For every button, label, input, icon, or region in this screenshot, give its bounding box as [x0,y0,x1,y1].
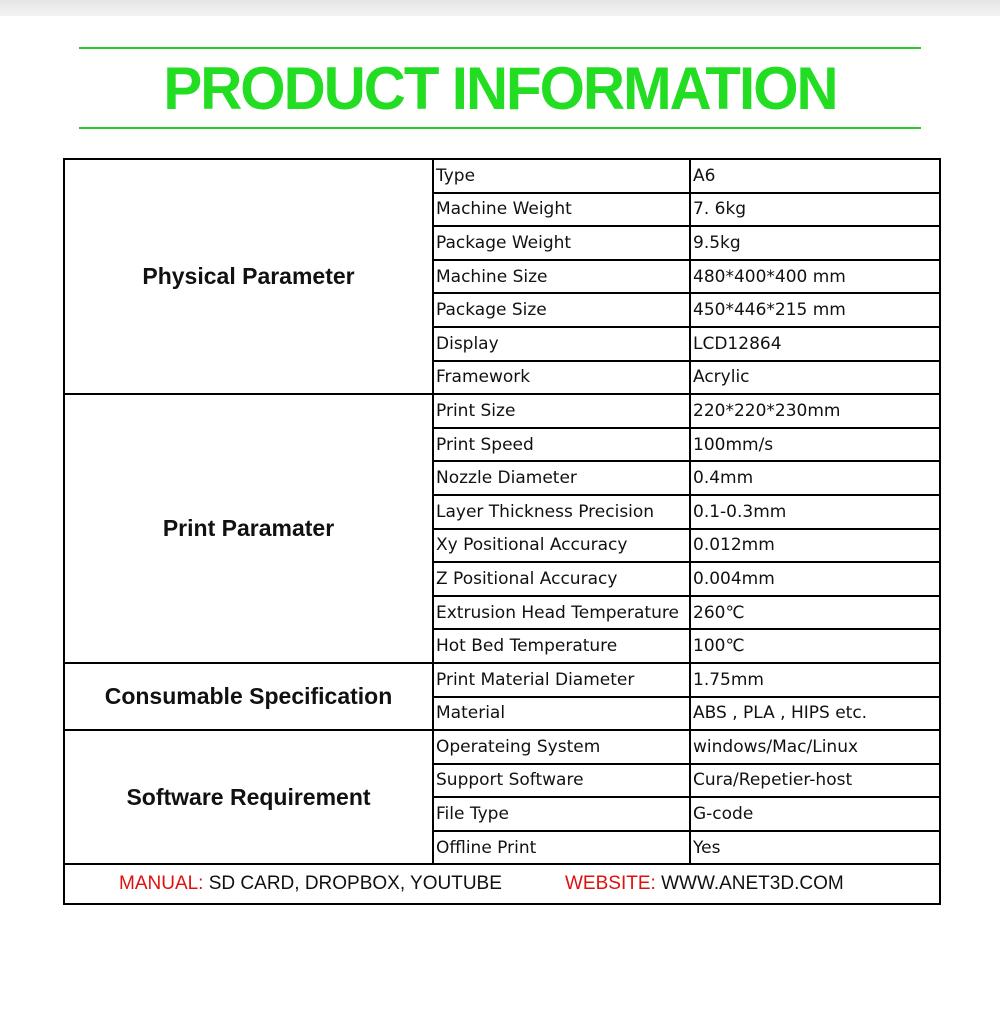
param-value: Yes [690,831,940,865]
param-name: Framework [433,361,690,395]
param-name: Xy Positional Accuracy [433,529,690,563]
param-value: LCD12864 [690,327,940,361]
param-name: Print Material Diameter [433,663,690,697]
website-label: WEBSITE: [565,873,656,895]
param-value: 9.5kg [690,226,940,260]
param-value: Acrylic [690,361,940,395]
footer-row [64,864,940,904]
group-label: Print Paramater [64,394,433,663]
param-name: Hot Bed Temperature [433,629,690,663]
param-value: 0.004mm [690,562,940,596]
footer-manual [119,873,502,895]
title-top-rule [79,47,921,49]
param-name: Print Size [433,394,690,428]
page-title: PRODUCT INFORMATION [163,55,837,122]
website-value: WWW.ANET3D.COM [655,873,844,895]
param-value: 100℃ [690,629,940,663]
param-name: Operateing System [433,730,690,764]
manual-label: MANUAL: [119,873,204,895]
param-value: 450*446*215 mm [690,293,940,327]
spec-table-body [64,159,940,864]
product-spec-table [63,158,941,905]
table-row [64,730,940,764]
param-name: File Type [433,797,690,831]
table-row [64,394,940,428]
param-value: 1.75mm [690,663,940,697]
group-label: Consumable Specification [64,663,433,730]
param-value: 480*400*400 mm [690,260,940,294]
param-value: 260℃ [690,596,940,630]
footer-website [565,873,844,895]
param-name: Type [433,159,690,193]
table-row [64,159,940,193]
group-label: Physical Parameter [64,159,433,394]
param-name: Display [433,327,690,361]
param-value: A6 [690,159,940,193]
footer-cell [64,864,940,904]
param-value: 220*220*230mm [690,394,940,428]
param-name: Nozzle Diameter [433,461,690,495]
param-value: 0.4mm [690,461,940,495]
param-name: Offline Print [433,831,690,865]
title-bottom-rule [79,127,921,129]
param-value: G-code [690,797,940,831]
param-name: Package Size [433,293,690,327]
param-value: 0.1-0.3mm [690,495,940,529]
param-name: Material [433,697,690,731]
manual-value: SD CARD, DROPBOX, YOUTUBE [203,873,502,895]
param-name: Layer Thickness Precision [433,495,690,529]
table-row [64,663,940,697]
param-value: 100mm/s [690,428,940,462]
param-name: Machine Weight [433,193,690,227]
param-value: windows/Mac/Linux [690,730,940,764]
param-name: Z Positional Accuracy [433,562,690,596]
param-name: Package Weight [433,226,690,260]
param-name: Extrusion Head Temperature [433,596,690,630]
param-name: Machine Size [433,260,690,294]
group-label: Software Requirement [64,730,433,864]
param-value: 7. 6kg [690,193,940,227]
param-value: 0.012mm [690,529,940,563]
param-name: Print Speed [433,428,690,462]
top-image-strip [0,0,1000,16]
param-value: Cura/Repetier-host [690,764,940,798]
param-value: ABS , PLA , HIPS etc. [690,697,940,731]
param-name: Support Software [433,764,690,798]
